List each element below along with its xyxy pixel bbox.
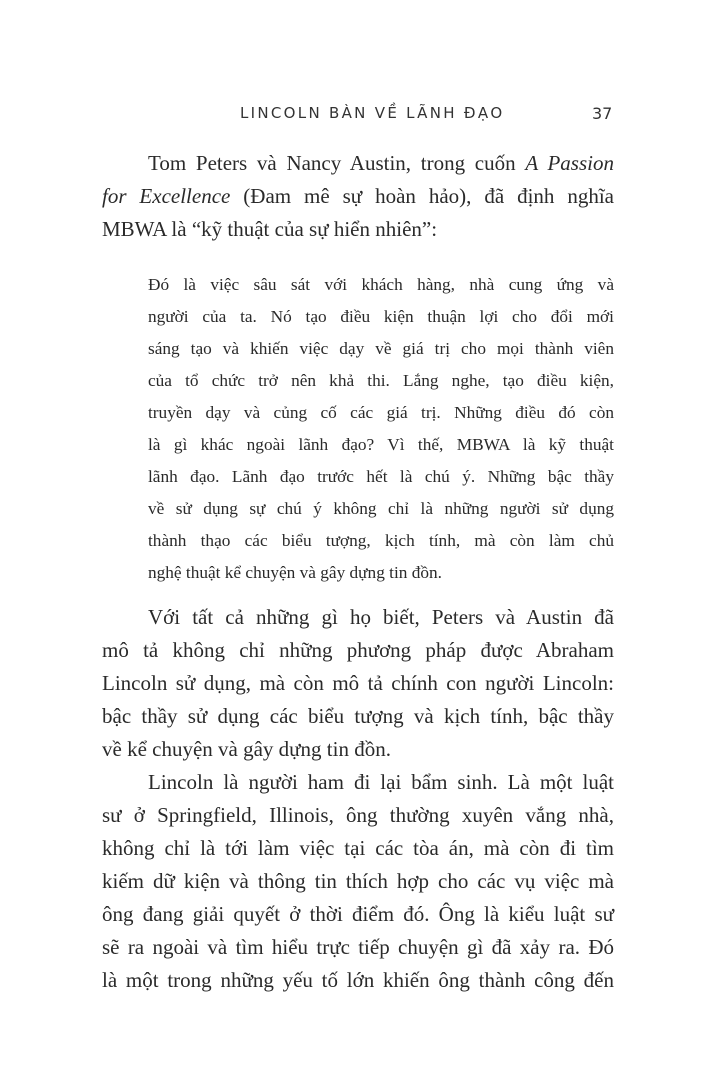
quote-line: truyền dạy và củng cố các giá trị. Những điều đó còn — [148, 403, 614, 422]
body-line: sư ở Springfield, Illinois, ông thường xuyên vắng nhà, — [102, 803, 614, 827]
body-line: Với tất cả những gì họ biết, Peters và Austin đã — [148, 605, 614, 629]
body-line: Lincoln là người ham đi lại bẩm sinh. Là một luật — [148, 770, 614, 794]
book-title-italic: for Excellence — [102, 184, 231, 208]
running-head — [0, 104, 725, 128]
body-line: ông đang giải quyết ở thời điểm đó. Ông là kiểu luật sư — [102, 902, 614, 926]
quote-line: về sử dụng sự chú ý không chỉ là những người sử dụng — [148, 499, 614, 518]
body-line — [148, 148, 614, 178]
quote-line: của tổ chức trở nên khả thi. Lắng nghe, tạo điều kiện, — [148, 371, 614, 390]
body-line: sẽ ra ngoài và tìm hiểu trực tiếp chuyện gì đã xảy ra. Đó — [102, 935, 614, 959]
body-line: Lincoln sử dụng, mà còn mô tả chính con người Lincoln: — [102, 671, 614, 695]
quote-line: thành thạo các biểu tượng, kịch tính, mà còn làm chủ — [148, 531, 614, 550]
body-line: kiếm dữ kiện và thông tin thích hợp cho các vụ việc mà — [102, 869, 614, 893]
quote-line: sáng tạo và khiến việc dạy về giá trị cho mọi thành viên — [148, 339, 614, 358]
quote-line: người của ta. Nó tạo điều kiện thuận lợi cho đổi mới — [148, 307, 614, 326]
text-run: (Đam mê sự hoàn hảo), đã định nghĩa — [230, 184, 614, 208]
quote-line: là gì khác ngoài lãnh đạo? Vì thế, MBWA là kỹ thuật — [148, 435, 614, 454]
body-line: là một trong những yếu tố lớn khiến ông thành công đến — [102, 968, 614, 992]
running-title: LINCOLN BÀN VỀ LÃNH ĐẠO — [240, 104, 505, 122]
page-number: 37 — [592, 104, 613, 123]
book-title-italic: A Passion — [525, 151, 614, 175]
text-run: Tom Peters và Nancy Austin, trong cuốn — [148, 151, 526, 175]
body-line: không chỉ là tới làm việc tại các tòa án, mà còn đi tìm — [102, 836, 614, 860]
quote-line: nghệ thuật kể chuyện và gây dựng tin đồn. — [148, 563, 442, 582]
body-line: MBWA là “kỹ thuật của sự hiển nhiên”: — [102, 217, 438, 241]
body-line: về kể chuyện và gây dựng tin đồn. — [102, 737, 391, 761]
body-line — [102, 181, 614, 211]
body-line: bậc thầy sử dụng các biểu tượng và kịch tính, bậc thầy — [102, 704, 614, 728]
quote-line: Đó là việc sâu sát với khách hàng, nhà cung ứng và — [148, 275, 614, 294]
quote-line: lãnh đạo. Lãnh đạo trước hết là chú ý. Những bậc thầy — [148, 467, 614, 486]
body-line: mô tả không chỉ những phương pháp được Abraham — [102, 638, 614, 662]
